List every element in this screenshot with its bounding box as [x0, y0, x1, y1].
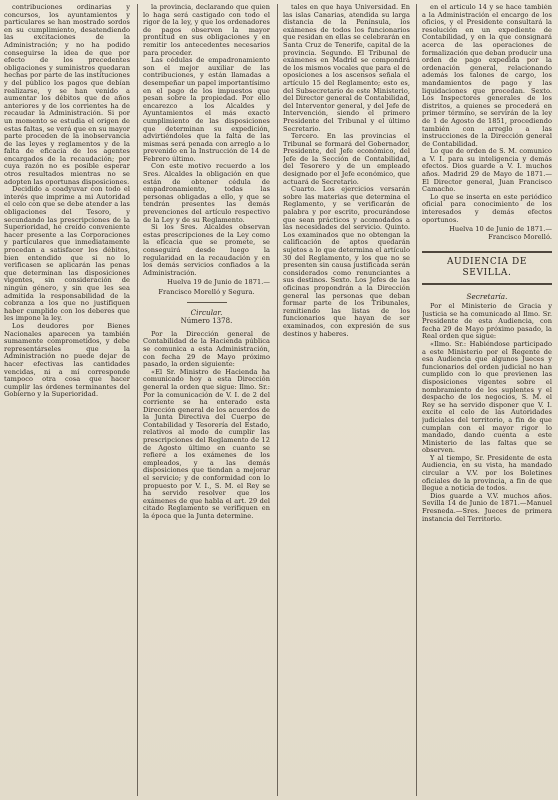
section-heading: AUDIENCIA DE SEVILLA. — [422, 251, 552, 285]
circular-title: Circular. — [190, 307, 223, 317]
paragraph: «Ilmo. Sr.: Habiéndose participado a este Ministerio por el Regente de esa Audiencia que algunos Jueces y funcionarios del orden judicial no han cumplido con lo que previenen las disposiciones vigentes sobre el nombramiento de los suplentes y el despacho de los negocios, S. M. el Rey se ha servido disponer que V. I. excite el celo de las Autoridades judiciales del territorio, a fin de que cumplan con el mayor rigor lo mandado, dando cuenta a este Ministerio de las faltas que se observen. — [422, 339, 552, 455]
paragraph: Y al tiempo, Sr. Presidente de esta Audiencia, en su vista, ha mandado circular a V.V. por los Boletines oficiales de la provincia, a fin de que llegue a noticia de todos. — [422, 453, 552, 493]
column-divider — [137, 4, 138, 796]
column-divider — [277, 4, 278, 796]
signature-place-date: Huelva 19 de Junio de 1871.— — [167, 278, 270, 287]
paragraph: Las cédulas de empadronamiento son el mejor auxiliar de las contribuciones, y están llamadas a desempeñar un papel importantísimo en el pago de los impuestos que pesan sobre la propiedad. Por ello encarezco a los Alcaldes y Ayuntamientos el más exacto cumplimiento de las disposiciones que determinan su expedición, advirtiéndoles que la falta de las mismas será penada con arreglo a lo prevenido en la Instrucción de 14 de Febrero último. — [143, 56, 270, 163]
paragraph: tales en que haya Universidad. En las islas Canarias, atendida su larga distancia de la Península, los exámenes de todos los funcionarios que residan en ellas se celebrarán en Santa Cruz de Tenerife, capital de la provincia. Segundo. El Tribunal de exámenes en Madrid se compondrá de los mismos vocales que para el de oposiciones a los ascensos señala el artículo 15 del Reglamento; esto es, del Subsecretario de este Ministerio, del Director general de Contabilidad, del Interventor general, y del Jefe de Intervención, siendo el primero Presidente del Tribunal y el último Secretario. — [283, 4, 410, 133]
paragraph: «El Sr. Ministro de Hacienda ha comunicado hoy a esta Dirección general la orden que sigue: Ilmo. Sr.: Por la comunicación de V. I. de 2 del corriente se ha enterado esta Dirección general de los acuerdos de la Junta Directiva del Cuerpo de Contabilidad y Tesorería del Estado, relativos al modo de cumplir las prescripciones del Reglamento de 12 de Agosto último en cuanto se refiere a los exámenes de los empleados, y a las demás disposiciones que tiendan a mejorar el servicio; y de conformidad con lo propuesto por V. I., S. M. el Rey se ha servido resolver que los exámenes de que habla el art. 29 del citado Reglamento se verifiquen en la época que la Junta determine. — [143, 367, 270, 520]
column-2 — [143, 4, 270, 796]
paragraph: Los deudores por Bienes Nacionales aparecen ya también sumamente comprometidos, y debe representárseles que la Administración no puede dejar de hacer efectivas las cantidades vencidas, ni a mí corresponde tampoco otra cosa que hacer cumplir las órdenes terminantes del Gobierno y la Superioridad. — [4, 321, 130, 399]
paragraph: Lo que de orden de S. M. comunico a V. I. para su inteligencia y demás efectos. Dios guarde a V. I. muchos años. Madrid 29 de Mayo de 1871.—El Director general, Juan Francisco Camacho. — [422, 147, 552, 194]
column-4 — [422, 4, 552, 796]
paragraph: Dios guarde a V.V. muchos años. Sevilla 14 de Junio de 1871.—Manuel Fresneda.—Sres. Jueces de primera instancia del Territorio. — [422, 491, 552, 523]
paragraph: Por la Dirección general de Contabilidad de la Hacienda pública se comunica a esta Administración, con fecha 29 de Mayo próximo pasado, la orden siguiente: — [143, 329, 270, 369]
paragraph: en el artículo 14 y se hace también a la Administración el encargo de los oficios, y el Presidente consultará la resolución en un expediente de Contabilidad, y en la que consignará acerca de las operaciones de formalización que deban producir una orden de pago expedida por la ordenación general, relacionando además los talones de cargo, los mandamientos de pago y las liquidaciones que procedan. Sexto. Los Inspectores generales de los distritos, a quienes se procederá en primer término, se servirán de la ley de 1 de Agosto de 1851, procediendo también con arreglo a las instrucciones de la Dirección general de Contabilidad. — [422, 4, 552, 148]
paragraph: Cuarto. Los ejercicios versarán sobre las materias que determina el Reglamento, y se verificarán de palabra y por escrito, procurándose que sean prácticos y acomodados a las necesidades del servicio. Quinto. Los examinados que no obtengan la calificación de aptos quedarán sujetos a lo que determina el artículo 30 del Reglamento, y los que no se presenten sin causa justificada serán considerados como renunciantes a sus destinos. Sexto. Los Jefes de las oficinas propondrán a la Dirección general las personas que deban formar parte de los Tribunales, remitiendo las listas de los funcionarios que hayan de ser examinados, con expresión de sus destinos y haberes. — [283, 185, 410, 338]
paragraph: Por el Ministerio de Gracia y Justicia se ha comunicado al Ilmo. Sr. Presidente de esta Audiencia, con fecha 29 de Mayo próximo pasado, la Real orden que sigue: — [422, 302, 552, 341]
column-1 — [4, 4, 130, 796]
signature-place-date: Huelva 10 de Junio de 1871.—Francisco Morelló. — [449, 225, 552, 241]
secretaria-title: Secretaría. — [466, 292, 508, 302]
circular-number: Número 1378. — [180, 317, 233, 326]
paragraph: Decidido a coadyuvar con todo el interés que imprime a mi Autoridad el celo con que se debe atender a las obligaciones del Tesoro, y secundando las prescripciones de la Superioridad, he creído conveniente hacer presente a las Corporaciones y particulares que inmediatamente procedan a satisfacer los débitos, bien entendido que si no lo verificasen se aplicarán las penas que determinan las disposiciones vigentes, sin consideración de ningún género, y sin que les sea admitida la responsabilidad de la cobranza a los que no justifiquen haber cumplido con los deberes que les impone la ley. — [4, 185, 130, 323]
column-divider — [416, 4, 417, 796]
paragraph: Tercero. En las provincias el Tribunal se formará del Gobernador, Presidente, del Jefe económico, del Jefe de la Sección de Contabilidad, del Tesorero y de un empleado designado por el Jefe económico, que actuará de Secretario. — [283, 132, 410, 186]
paragraph: Con este motivo recuerdo a los Sres. Alcaldes la obligación en que están de obtener cédula de empadronamiento, todas las personas obligadas a ello, y que se tendrán presentes las demás prevenciones del artículo respectivo de la Ley y de su Reglamento. — [143, 162, 270, 224]
column-3 — [283, 4, 410, 796]
separator-rule — [187, 302, 227, 303]
paragraph: contribuciones ordinarias y concursos, los ayuntamientos y particulares se han mostrado sordos en su cumplimiento, desatendiendo las excitaciones de la Administración; y no ha podido conseguirse la idea de que por efecto de los precedentes obligaciones y suministros quedaran hechas por parte de las instituciones y del público los pagos que debían realizarse, y se han venido a aumentar los débitos que de años anteriores y de los corrientes ha de recaudar la Administración. Si por un momento se estudia el origen de estas faltas, se verá que en su mayor parte proceden de la inobservancia de las leyes y reglamentos y de la falta de eficacia de los agentes encargados de la recaudación; por cuya razón no es posible esperar otros resultados mientras no se adopten las oportunas disposiciones. — [4, 4, 130, 186]
signature-name: Francisco Morelló y Segura. — [158, 287, 255, 296]
paragraph: Lo que se inserta en este periódico oficial para conocimiento de los interesados y demás efectos oportunos. — [422, 192, 552, 224]
paragraph: la provincia, declarando que quien lo haga será castigado con todo el rigor de la ley, y que los ordenadores de pagos observen la mayor prontitud en sus obligaciones y en remitir los antecedentes necesarios para proceder. — [143, 4, 270, 57]
paragraph: Si los Sres. Alcaldes observan estas prescripciones de la Ley como la eficacia que se promete, se conseguirá desde luego la regularidad en la recaudación y en los demás servicios confiados a la Administración. — [143, 223, 270, 277]
